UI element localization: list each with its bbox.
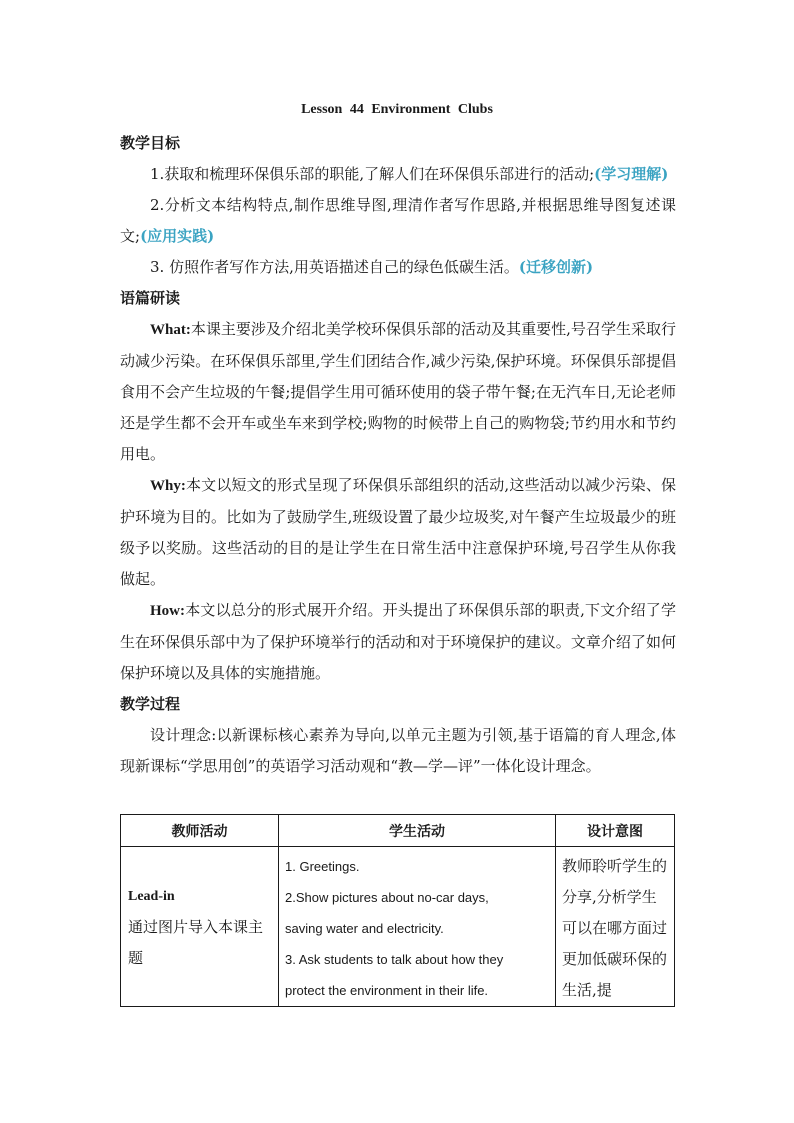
column-header-intent: 设计意图 (556, 815, 675, 847)
why-text: 本文以短文的形式呈现了环保俱乐部组织的活动,这些活动以减少污染、保护环境为目的。比如为了鼓励学生,班级设置了最少垃圾奖,对午餐产生垃圾最少的班级予以奖励。这些活动的目的是让学生在日常生活中注意保护环境,号召学生从你我做起。 (120, 476, 676, 588)
process-heading: 教学过程 (120, 695, 181, 713)
objective-item-1 (120, 159, 676, 190)
objective-item-3 (120, 252, 676, 283)
what-text: 本课主要涉及介绍北美学校环保俱乐部的活动及其重要性,号召学生采取行动减少污染。在环保俱乐部里,学生们团结合作,减少污染,保护环境。环保俱乐部提倡食用不会产生垃圾的午餐;提倡学生用可循环使用的袋子带午餐;在无汽车日,无论老师还是学生都不会开车或坐车来到学校;购物的时候带上自己的购物袋;节约用水和节约用电。 (120, 320, 676, 463)
teacher-activity-text: 通过图片导入本课主题 (128, 918, 264, 967)
reading-heading: 语篇研读 (120, 289, 181, 307)
student-activity-line: 1. Greetings. (285, 859, 360, 874)
how-paragraph (120, 595, 676, 689)
lesson-title: Lesson 44 Environment Clubs (301, 102, 493, 117)
stage-label: Lead-in (128, 889, 175, 904)
objective-item-2 (120, 190, 676, 252)
objective-tag: (迁移创新) (518, 258, 594, 276)
design-intent-text: 教师聆听学生的分享,分析学生可以在哪方面过更加低碳环保的生活,提 (562, 857, 668, 999)
why-paragraph (120, 470, 676, 595)
design-intent-cell (556, 847, 675, 1007)
student-activity-line: saving water and electricity. (285, 921, 444, 936)
why-label: Why: (150, 478, 186, 494)
design-concept: 设计理念:以新课标核心素养为导向,以单元主题为引领,基于语篇的育人理念,体现新课标“学思用创”的英语学习活动观和“教—学—评”一体化设计理念。 (120, 726, 676, 775)
lesson-plan-table (120, 814, 675, 1007)
column-header-student: 学生活动 (279, 815, 556, 847)
objective-tag: (学习理解) (594, 165, 669, 183)
table-header-row (121, 815, 675, 847)
table-row (121, 847, 675, 1007)
teacher-activity-cell (121, 847, 279, 1007)
objective-tag: (应用实践) (140, 227, 215, 245)
student-activity-cell (279, 847, 556, 1007)
what-paragraph (120, 314, 676, 470)
objective-text: 1.获取和梳理环保俱乐部的职能,了解人们在环保俱乐部进行的活动; (150, 165, 595, 183)
document-body (120, 128, 676, 782)
how-text: 本文以总分的形式展开介绍。开头提出了环保俱乐部的职责,下文介绍了学生在环保俱乐部中为了保护环境举行的活动和对于环境保护的建议。文章介绍了如何保护环境以及具体的实施措施。 (120, 601, 676, 682)
objectives-heading: 教学目标 (120, 134, 181, 152)
how-label: How: (150, 603, 185, 619)
objective-text: 3. 仿照作者写作方法,用英语描述自己的绿色低碳生活。 (150, 258, 519, 276)
student-activity-line: protect the environment in their life. (285, 983, 489, 998)
objective-text: 2.分析文本结构特点,制作思维导图,理清作者写作思路,并根据思维导图复述课文; (120, 196, 676, 245)
student-activity-line: 3. Ask students to talk about how they (285, 952, 504, 967)
what-label: What: (150, 322, 191, 338)
student-activity-line: 2.Show pictures about no-car days, (285, 890, 489, 905)
column-header-teacher: 教师活动 (121, 815, 279, 847)
